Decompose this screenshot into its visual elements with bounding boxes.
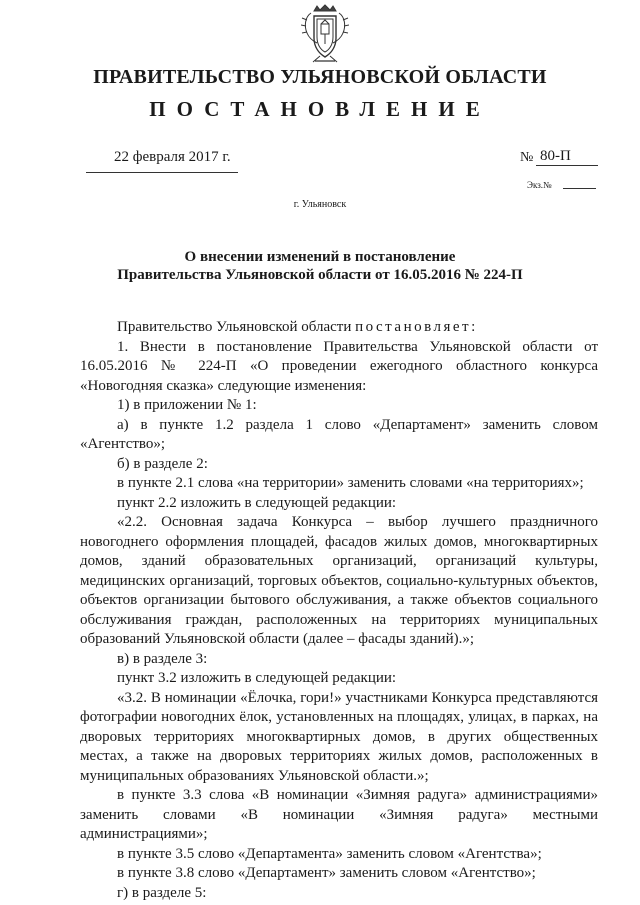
- copy-label: Экз.№: [527, 180, 552, 190]
- document-date: 22 февраля 2017 г.: [114, 149, 231, 165]
- preamble-subject: Правительство Ульяновской области: [117, 319, 356, 335]
- city: г. Ульяновск: [293, 199, 347, 210]
- paragraph: г) в разделе 5:: [117, 884, 207, 901]
- paragraph: в пункте 2.1 слова «на территории» заменить словами «на территориях»;: [117, 475, 584, 491]
- document-number: 80-П: [536, 148, 598, 166]
- preamble-verb: постановляет:: [355, 319, 478, 335]
- date-underline: [86, 172, 238, 173]
- paragraph: а) в пункте 1.2 раздела 1 слово «Департамент» заменить словом «Агентство»;: [80, 416, 598, 452]
- coat-of-arms-icon: [301, 4, 349, 64]
- paragraph: в пункте 3.8 слово «Департамент» заменить словом «Агентство»;: [117, 865, 536, 881]
- subject-line-2: Правительства Ульяновской области от 16.05.2016 № 224-П: [117, 267, 523, 283]
- paragraph: в пункте 3.5 слово «Департамента» заменить словом «Агентства»;: [117, 845, 542, 862]
- government-title: ПРАВИТЕЛЬСТВО УЛЬЯНОВСКОЙ ОБЛАСТИ: [93, 66, 547, 88]
- paragraph: 1) в приложении № 1:: [117, 397, 257, 413]
- paragraph: пункт 3.2 изложить в следующей редакции:: [117, 670, 397, 686]
- preamble: [80, 318, 598, 338]
- paragraph: б) в разделе 2:: [117, 455, 208, 472]
- subject-line-1: О внесении изменений в постановление: [184, 249, 456, 265]
- number-label: №: [520, 150, 534, 165]
- paragraph: в) в разделе 3:: [117, 650, 208, 667]
- document-body: [80, 318, 598, 903]
- paragraph: 1. Внести в постановление Правительства Ульяновской области от 16.05.2016 № 224-П «О проведении ежегодного областного конкурса «Новогодняя сказка» следующие изменения:: [80, 338, 598, 394]
- paragraph: пункт 2.2 изложить в следующей редакции:: [117, 494, 397, 511]
- paragraph: «2.2. Основная задача Конкурса – выбор лучшего праздничного новогоднего оформления площадей, фасадов жилых домов, многоквартирных домов, зданий образовательных организаций, организаций культуры, медицинских организаций, торговых объектов, социально-культурных объектов, объектов организации бытового обслуживания, а также объектов социального обслуживания граждан, расположенных на территориях муниципальных образований Ульяновской области (далее – фасады зданий).»;: [80, 514, 598, 647]
- paragraph: «3.2. В номинации «Ёлочка, гори!» участниками Конкурса представляются фотографии новогодних ёлок, установленных на площадях, улицах, в парках, на дворовых территориях многоквартирных домов, в других общественных местах, а также на дворовых территориях жилых домов, расположенных в муниципальных образованиях Ульяновской области.»;: [80, 689, 598, 784]
- copy-number-line: [563, 188, 596, 189]
- document-type: ПОСТАНОВЛЕНИЕ: [149, 97, 491, 121]
- paragraph: в пункте 3.3 слова «В номинации «Зимняя радуга» администрациями» заменить словами «В номинации «Зимняя радуга» местными администрациями»;: [80, 787, 598, 842]
- document-subject: [0, 248, 640, 284]
